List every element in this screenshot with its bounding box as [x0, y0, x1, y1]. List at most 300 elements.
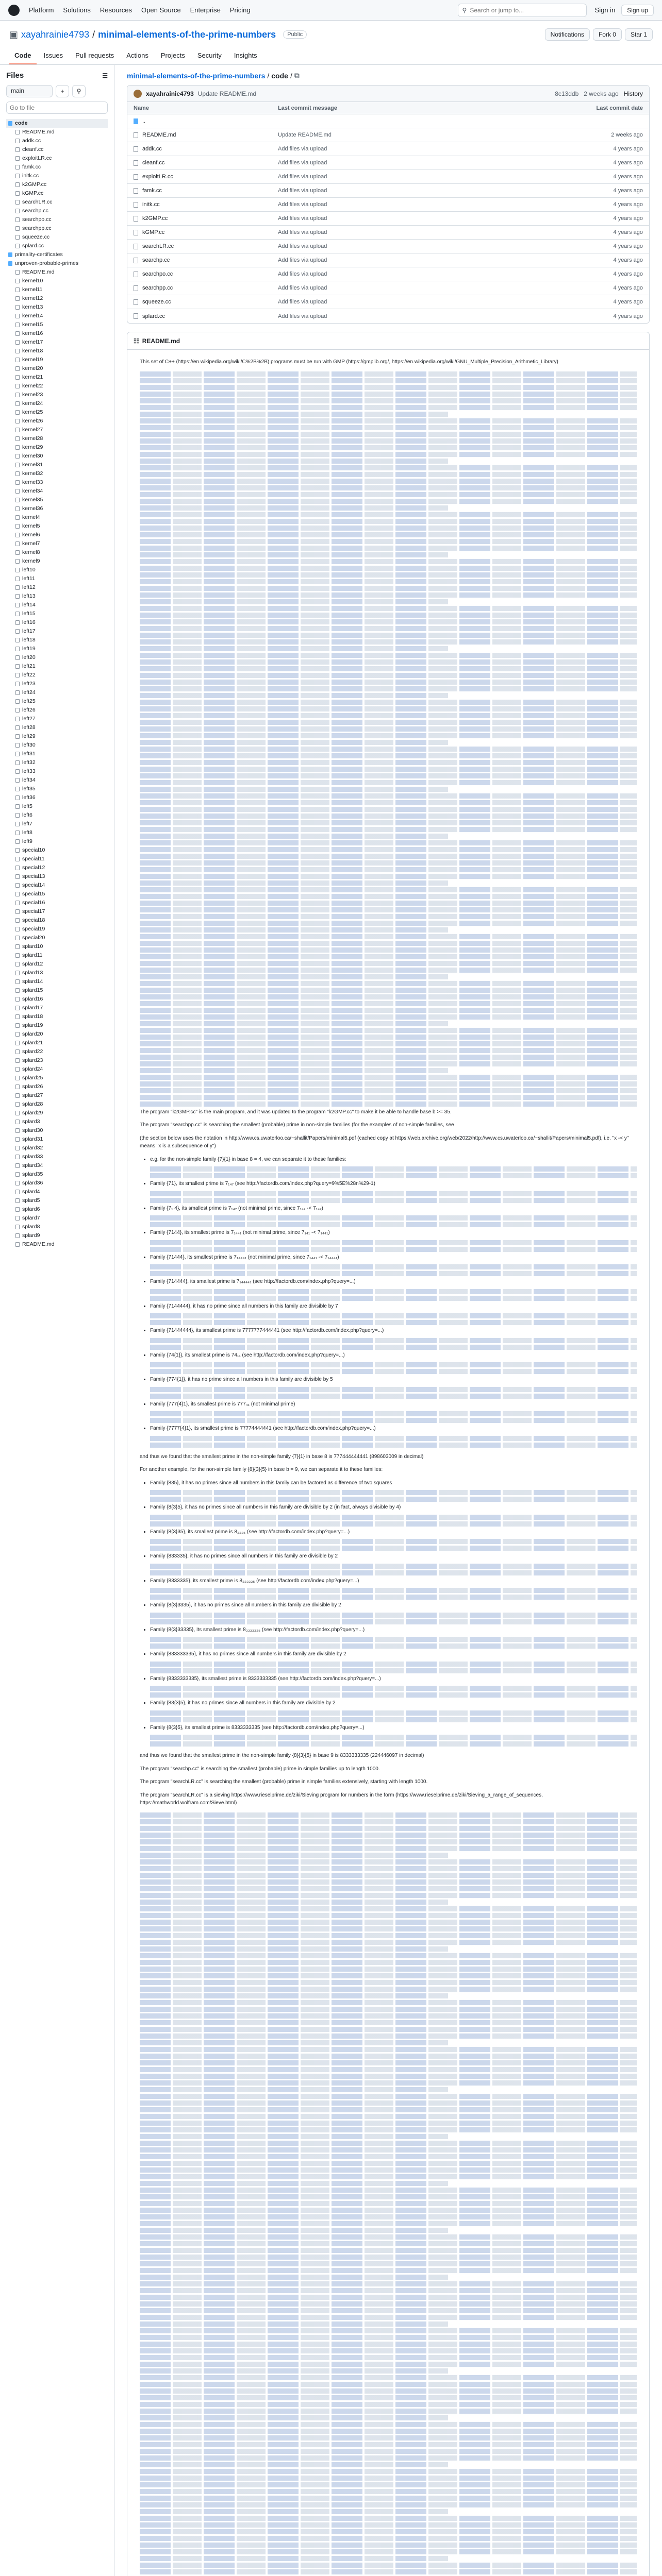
- tree-file[interactable]: [6, 242, 108, 250]
- link-line[interactable]: [140, 438, 637, 444]
- link-line[interactable]: [140, 519, 637, 524]
- file-name[interactable]: [134, 285, 278, 291]
- search-input[interactable]: [470, 7, 582, 14]
- tree-file[interactable]: [6, 846, 108, 855]
- link-line[interactable]: [140, 2409, 637, 2414]
- link-line[interactable]: [140, 425, 637, 430]
- tree-file[interactable]: [6, 618, 108, 627]
- tree-file[interactable]: [6, 163, 108, 172]
- link-line[interactable]: [140, 894, 637, 899]
- link-line[interactable]: [140, 1008, 637, 1013]
- tree-file[interactable]: [6, 671, 108, 680]
- file-commit-message[interactable]: Add files via upload: [278, 188, 327, 194]
- tree-file[interactable]: [6, 890, 108, 899]
- link-line[interactable]: [140, 880, 448, 886]
- link-line[interactable]: [150, 1741, 637, 1747]
- link-line[interactable]: [140, 619, 637, 624]
- link-line[interactable]: [140, 552, 448, 557]
- tree-file[interactable]: [6, 128, 108, 137]
- tree-file[interactable]: [6, 732, 108, 741]
- link-line[interactable]: [140, 666, 637, 671]
- tree-file[interactable]: [6, 137, 108, 145]
- file-name[interactable]: [134, 201, 278, 208]
- link-line[interactable]: [140, 1906, 637, 1911]
- tree-file[interactable]: [6, 1231, 108, 1240]
- tree-file[interactable]: [6, 277, 108, 285]
- tree-file[interactable]: [6, 478, 108, 487]
- link-line[interactable]: [140, 1926, 637, 1931]
- table-row[interactable]: [127, 226, 649, 240]
- link-line[interactable]: [140, 2275, 448, 2280]
- link-line[interactable]: [140, 2563, 637, 2568]
- tree-file[interactable]: [6, 863, 108, 872]
- tree-file[interactable]: [6, 539, 108, 548]
- link-line[interactable]: [150, 1515, 637, 1520]
- tree-file[interactable]: [6, 417, 108, 426]
- tree-file[interactable]: [6, 1117, 108, 1126]
- tree-file[interactable]: [6, 881, 108, 890]
- link-line[interactable]: [140, 1859, 637, 1865]
- link-line[interactable]: [140, 2489, 637, 2494]
- link-line[interactable]: [140, 2308, 637, 2313]
- tree-file[interactable]: [6, 627, 108, 636]
- link-line[interactable]: [140, 432, 637, 437]
- link-line[interactable]: [140, 2067, 637, 2072]
- link-line[interactable]: [140, 1933, 637, 1938]
- tree-file[interactable]: [6, 1144, 108, 1153]
- link-line[interactable]: [140, 1812, 637, 1818]
- tab-insights[interactable]: Insights: [234, 52, 257, 59]
- global-search[interactable]: [458, 4, 587, 17]
- tree-file[interactable]: [6, 977, 108, 986]
- link-line[interactable]: [140, 800, 637, 805]
- file-commit-message[interactable]: Add files via upload: [278, 229, 327, 235]
- link-line[interactable]: [140, 385, 637, 390]
- link-line[interactable]: [150, 1443, 637, 1448]
- tree-file[interactable]: [6, 828, 108, 837]
- link-line[interactable]: [140, 499, 637, 504]
- link-line[interactable]: [150, 1411, 637, 1416]
- link-line[interactable]: [140, 1095, 637, 1100]
- tree-file[interactable]: [6, 1179, 108, 1188]
- tree-file[interactable]: [6, 399, 108, 408]
- file-commit-message[interactable]: Add files via upload: [278, 174, 327, 180]
- link-line[interactable]: [150, 1247, 637, 1252]
- link-line[interactable]: [140, 740, 448, 745]
- tree-file[interactable]: [6, 1021, 108, 1030]
- link-line[interactable]: [140, 485, 637, 490]
- link-line[interactable]: [140, 2181, 448, 2186]
- tree-file[interactable]: [6, 1047, 108, 1056]
- tree-file[interactable]: [6, 960, 108, 969]
- link-line[interactable]: [140, 941, 637, 946]
- tree-file[interactable]: [6, 969, 108, 977]
- link-line[interactable]: [140, 1987, 637, 1992]
- link-line[interactable]: [140, 733, 637, 738]
- link-line[interactable]: [140, 1028, 637, 1033]
- link-line[interactable]: [140, 887, 637, 892]
- tree-file[interactable]: [6, 434, 108, 443]
- tree-file[interactable]: [6, 1161, 108, 1170]
- tree-file[interactable]: [6, 382, 108, 391]
- link-line[interactable]: [140, 907, 637, 912]
- tree-file[interactable]: [6, 601, 108, 609]
- tree-file[interactable]: [6, 802, 108, 811]
- link-line[interactable]: [150, 1338, 637, 1343]
- file-name[interactable]: [134, 118, 278, 124]
- file-name[interactable]: [134, 229, 278, 235]
- link-line[interactable]: [140, 405, 637, 410]
- link-line[interactable]: [140, 2174, 637, 2179]
- file-name[interactable]: [134, 188, 278, 194]
- github-logo-icon[interactable]: [8, 5, 20, 16]
- tree-file[interactable]: [6, 329, 108, 338]
- tree-file[interactable]: [6, 574, 108, 583]
- link-line[interactable]: [140, 1014, 637, 1020]
- tree-file[interactable]: [6, 1135, 108, 1144]
- link-line[interactable]: [140, 720, 637, 725]
- link-line[interactable]: [150, 1564, 637, 1569]
- tree-file[interactable]: [6, 1100, 108, 1109]
- link-line[interactable]: [140, 2020, 637, 2025]
- link-line[interactable]: [150, 1735, 637, 1740]
- link-line[interactable]: [140, 2335, 637, 2340]
- tree-file[interactable]: [6, 1170, 108, 1179]
- link-line[interactable]: [140, 546, 637, 551]
- fork-button[interactable]: Fork 0: [593, 28, 622, 41]
- link-line[interactable]: [140, 1913, 637, 1918]
- link-line[interactable]: [150, 1320, 637, 1325]
- tree-file[interactable]: [6, 198, 108, 207]
- link-line[interactable]: [140, 1920, 637, 1925]
- tree-file[interactable]: [6, 723, 108, 732]
- link-line[interactable]: [140, 874, 637, 879]
- link-line[interactable]: [140, 814, 637, 819]
- link-line[interactable]: [140, 706, 637, 711]
- table-row[interactable]: [127, 114, 649, 128]
- link-line[interactable]: [140, 2382, 637, 2387]
- link-line[interactable]: [140, 2375, 637, 2380]
- link-line[interactable]: [140, 2529, 637, 2534]
- table-row[interactable]: [127, 267, 649, 281]
- link-line[interactable]: [140, 1879, 637, 1885]
- link-line[interactable]: [140, 2161, 637, 2166]
- link-line[interactable]: [140, 2208, 637, 2213]
- add-file-icon[interactable]: +: [56, 85, 69, 97]
- collapse-icon[interactable]: ☰: [102, 72, 108, 79]
- link-line[interactable]: [140, 2476, 637, 2481]
- link-line[interactable]: [150, 1394, 637, 1399]
- link-line[interactable]: [140, 479, 637, 484]
- link-line[interactable]: [140, 693, 448, 698]
- link-line[interactable]: [140, 653, 637, 658]
- tree-file[interactable]: [6, 776, 108, 785]
- file-commit-message[interactable]: Add files via upload: [278, 201, 327, 208]
- link-line[interactable]: [140, 371, 637, 377]
- link-line[interactable]: [150, 1191, 637, 1196]
- table-row[interactable]: [127, 142, 649, 156]
- link-line[interactable]: [140, 613, 637, 618]
- link-line[interactable]: [140, 934, 637, 939]
- link-line[interactable]: [150, 1595, 637, 1600]
- link-line[interactable]: [140, 592, 637, 598]
- tree-file[interactable]: [6, 461, 108, 469]
- tree-file[interactable]: [6, 487, 108, 496]
- link-line[interactable]: [140, 2462, 448, 2467]
- tree-file[interactable]: [6, 548, 108, 557]
- link-line[interactable]: [140, 2295, 637, 2300]
- tree-file[interactable]: [6, 391, 108, 399]
- link-line[interactable]: [140, 767, 637, 772]
- search-files-icon[interactable]: ⚲: [72, 85, 86, 97]
- link-line[interactable]: [140, 854, 637, 859]
- tree-file[interactable]: [6, 312, 108, 320]
- link-line[interactable]: [140, 2469, 637, 2474]
- tree-file[interactable]: [6, 899, 108, 907]
- link-line[interactable]: [140, 459, 448, 464]
- link-line[interactable]: [140, 2268, 637, 2273]
- link-line[interactable]: [140, 914, 637, 919]
- tree-file[interactable]: [6, 557, 108, 566]
- tree-file[interactable]: [6, 706, 108, 715]
- tree-file[interactable]: [6, 531, 108, 539]
- link-line[interactable]: [140, 2556, 448, 2561]
- link-line[interactable]: [140, 2027, 637, 2032]
- breadcrumb-repo[interactable]: minimal-elements-of-the-prime-numbers: [127, 71, 266, 80]
- tree-folder[interactable]: [6, 259, 108, 268]
- link-line[interactable]: [150, 1222, 637, 1227]
- link-line[interactable]: [150, 1692, 637, 1698]
- link-line[interactable]: [150, 1215, 637, 1221]
- link-line[interactable]: [140, 2107, 637, 2112]
- table-row[interactable]: [127, 184, 649, 198]
- link-line[interactable]: [140, 793, 637, 799]
- link-line[interactable]: [150, 1643, 637, 1649]
- link-line[interactable]: [140, 961, 637, 966]
- tree-file[interactable]: [6, 496, 108, 504]
- link-line[interactable]: [140, 2482, 637, 2487]
- link-line[interactable]: [150, 1166, 637, 1172]
- link-line[interactable]: [140, 2536, 637, 2541]
- tree-file[interactable]: [6, 680, 108, 688]
- file-name[interactable]: [134, 299, 278, 305]
- link-line[interactable]: [140, 1001, 637, 1006]
- sign-up-button[interactable]: Sign up: [621, 5, 654, 16]
- tree-file[interactable]: [6, 233, 108, 242]
- link-line[interactable]: [140, 2248, 637, 2253]
- link-line[interactable]: [140, 1839, 637, 1844]
- link-line[interactable]: [140, 572, 637, 578]
- tab-pull-requests[interactable]: Pull requests: [75, 52, 114, 59]
- link-line[interactable]: [140, 1101, 637, 1107]
- tree-file[interactable]: [6, 1082, 108, 1091]
- tree-file[interactable]: [6, 986, 108, 995]
- link-line[interactable]: [150, 1296, 637, 1301]
- link-line[interactable]: [140, 392, 637, 397]
- link-line[interactable]: [140, 492, 637, 497]
- nav-open-source[interactable]: Open Source: [141, 6, 181, 14]
- link-line[interactable]: [140, 760, 637, 765]
- link-line[interactable]: [140, 1953, 637, 1958]
- link-line[interactable]: [140, 2134, 448, 2139]
- file-name[interactable]: [134, 174, 278, 180]
- link-line[interactable]: [140, 1035, 637, 1040]
- tree-file[interactable]: [6, 1205, 108, 1214]
- link-line[interactable]: [140, 867, 637, 872]
- file-name[interactable]: [134, 215, 278, 222]
- link-line[interactable]: [140, 2094, 637, 2099]
- link-line[interactable]: [140, 1833, 637, 1838]
- tab-actions[interactable]: Actions: [126, 52, 148, 59]
- notifications-button[interactable]: Notifications: [545, 28, 590, 41]
- link-line[interactable]: [140, 994, 637, 999]
- link-line[interactable]: [140, 378, 637, 383]
- link-line[interactable]: [140, 954, 637, 959]
- table-row[interactable]: [127, 295, 649, 309]
- sign-in-link[interactable]: Sign in: [594, 6, 616, 14]
- link-line[interactable]: [140, 1900, 448, 1905]
- tree-file[interactable]: [6, 347, 108, 355]
- branch-select[interactable]: main: [6, 85, 53, 97]
- link-line[interactable]: [150, 1619, 637, 1624]
- link-line[interactable]: [140, 646, 448, 651]
- link-line[interactable]: [140, 2141, 637, 2146]
- link-line[interactable]: [150, 1264, 637, 1269]
- file-name[interactable]: [134, 160, 278, 166]
- link-line[interactable]: [140, 1088, 637, 1093]
- link-line[interactable]: [140, 599, 448, 604]
- tree-file[interactable]: [6, 268, 108, 277]
- link-line[interactable]: [140, 2228, 448, 2233]
- link-line[interactable]: [150, 1289, 637, 1294]
- link-line[interactable]: [150, 1173, 637, 1178]
- link-line[interactable]: [140, 2188, 637, 2193]
- tab-security[interactable]: Security: [197, 52, 222, 59]
- tree-file[interactable]: [6, 172, 108, 180]
- link-line[interactable]: [140, 2234, 637, 2240]
- link-line[interactable]: [140, 1973, 637, 1978]
- tree-file[interactable]: [6, 469, 108, 478]
- tree-file[interactable]: [6, 793, 108, 802]
- link-line[interactable]: [150, 1546, 637, 1551]
- link-line[interactable]: [140, 1048, 637, 1053]
- tree-file[interactable]: [6, 285, 108, 294]
- link-line[interactable]: [140, 981, 637, 986]
- link-line[interactable]: [140, 2154, 637, 2159]
- tree-file[interactable]: [6, 609, 108, 618]
- link-line[interactable]: [140, 1846, 637, 1851]
- tree-file[interactable]: [6, 1091, 108, 1100]
- file-commit-message[interactable]: Update README.md: [278, 132, 332, 138]
- link-line[interactable]: [140, 445, 637, 450]
- tree-file[interactable]: [6, 688, 108, 697]
- tree-file[interactable]: [6, 645, 108, 653]
- link-line[interactable]: [140, 2281, 637, 2286]
- table-row[interactable]: [127, 253, 649, 267]
- link-line[interactable]: [140, 700, 637, 705]
- tree-folder[interactable]: [6, 119, 108, 128]
- link-line[interactable]: [140, 1886, 637, 1891]
- commit-author[interactable]: xayahrainie4793: [146, 90, 194, 97]
- link-line[interactable]: [140, 2368, 448, 2374]
- nav-solutions[interactable]: Solutions: [63, 6, 91, 14]
- link-line[interactable]: [140, 2402, 637, 2407]
- link-line[interactable]: [140, 2328, 637, 2333]
- tree-file[interactable]: [6, 224, 108, 233]
- tree-file[interactable]: [6, 942, 108, 951]
- link-line[interactable]: [150, 1662, 637, 1667]
- link-line[interactable]: [140, 2522, 637, 2528]
- commit-hash[interactable]: 8c13ddb: [555, 90, 579, 97]
- link-line[interactable]: [150, 1588, 637, 1593]
- file-commit-message[interactable]: Add files via upload: [278, 299, 327, 305]
- link-line[interactable]: [150, 1418, 637, 1423]
- link-line[interactable]: [140, 1081, 637, 1087]
- link-line[interactable]: [140, 2214, 637, 2219]
- file-commit-message[interactable]: Add files via upload: [278, 285, 327, 291]
- link-line[interactable]: [140, 2362, 637, 2367]
- link-line[interactable]: [140, 747, 637, 752]
- link-line[interactable]: [140, 726, 637, 732]
- link-line[interactable]: [140, 2121, 637, 2126]
- tree-file[interactable]: [6, 145, 108, 154]
- tree-file[interactable]: [6, 215, 108, 224]
- link-line[interactable]: [150, 1717, 637, 1722]
- link-line[interactable]: [140, 2342, 637, 2347]
- link-line[interactable]: [140, 2201, 637, 2206]
- tree-file[interactable]: [6, 1223, 108, 1231]
- link-line[interactable]: [140, 2502, 637, 2507]
- link-line[interactable]: [140, 626, 637, 631]
- link-line[interactable]: [140, 834, 448, 839]
- file-name[interactable]: [134, 243, 278, 249]
- link-line[interactable]: [140, 780, 637, 785]
- star-button[interactable]: Star 1: [625, 28, 653, 41]
- link-line[interactable]: [140, 1075, 637, 1080]
- tree-file[interactable]: [6, 697, 108, 706]
- link-line[interactable]: [140, 633, 637, 638]
- link-line[interactable]: [150, 1436, 637, 1441]
- link-line[interactable]: [140, 1068, 448, 1073]
- link-line[interactable]: [140, 2255, 637, 2260]
- tree-file[interactable]: [6, 662, 108, 671]
- commit-message[interactable]: Update README.md: [197, 90, 257, 97]
- tree-file[interactable]: [6, 872, 108, 881]
- go-to-file-input[interactable]: [6, 101, 108, 114]
- file-commit-message[interactable]: Add files via upload: [278, 271, 327, 277]
- link-line[interactable]: [140, 1826, 637, 1831]
- tree-file[interactable]: [6, 504, 108, 513]
- link-line[interactable]: [140, 418, 637, 423]
- tab-issues[interactable]: Issues: [43, 52, 63, 59]
- tree-file[interactable]: [6, 522, 108, 531]
- tree-file[interactable]: [6, 741, 108, 750]
- link-line[interactable]: [140, 2543, 637, 2548]
- tree-file[interactable]: [6, 426, 108, 434]
- link-line[interactable]: [140, 1055, 637, 1060]
- link-line[interactable]: [140, 1041, 637, 1046]
- link-line[interactable]: [140, 1061, 637, 1066]
- link-line[interactable]: [140, 847, 637, 852]
- link-line[interactable]: [140, 2455, 637, 2461]
- tree-file[interactable]: [6, 452, 108, 461]
- link-line[interactable]: [140, 398, 637, 403]
- tree-file[interactable]: [6, 758, 108, 767]
- link-line[interactable]: [140, 505, 448, 511]
- tree-file[interactable]: [6, 566, 108, 574]
- link-line[interactable]: [140, 988, 637, 993]
- link-line[interactable]: [140, 2074, 637, 2079]
